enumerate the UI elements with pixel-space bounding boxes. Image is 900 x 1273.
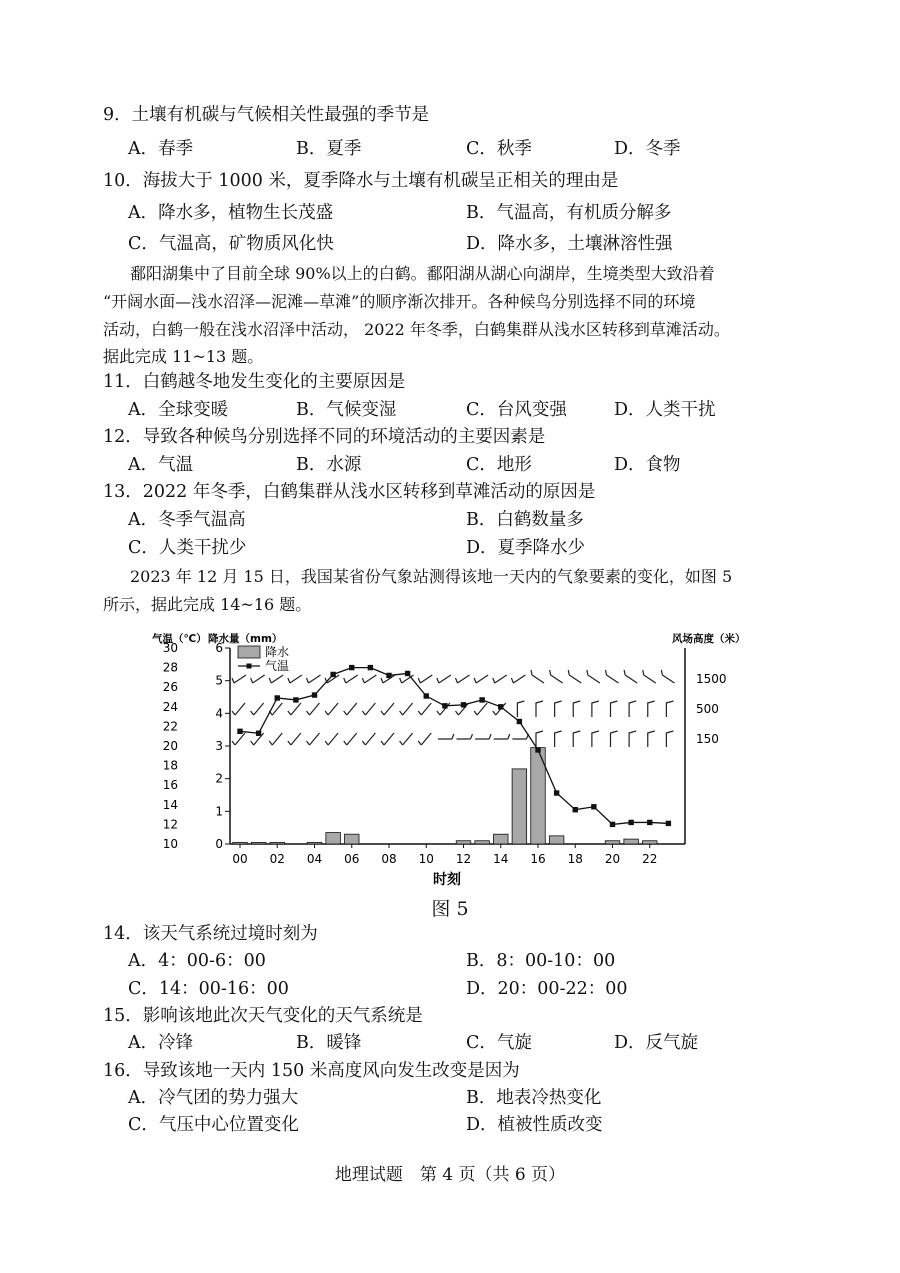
passage1-line-1: 鄱阳湖集中了目前全球 90%以上的白鹤。鄱阳湖从湖心向湖岸，生境类型大致沿着	[130, 264, 715, 283]
precip-bar	[233, 842, 248, 844]
temp-point	[275, 695, 280, 700]
q16-option-a: A．冷气团的势力强大	[128, 1088, 299, 1108]
temp-tick-label: 14	[162, 797, 178, 812]
figure-caption: 图 5	[431, 898, 469, 920]
q13-option-b: B．白鹤数量多	[466, 510, 584, 530]
passage2-line-2: 所示，据此完成 14~16 题。	[103, 595, 312, 614]
x-tick-label: 12	[455, 852, 472, 866]
q12-option-b: B．水源	[296, 455, 362, 475]
temp-point	[498, 704, 503, 709]
wind-barb	[381, 703, 394, 715]
precip-bar	[642, 841, 657, 844]
wind-barb	[362, 733, 375, 745]
wind-barb	[555, 701, 562, 717]
wind-barb	[550, 670, 563, 683]
precip-bar	[344, 834, 359, 844]
q11-option-d: D．人类干扰	[614, 400, 716, 420]
temp-point	[442, 703, 447, 708]
wind-barb	[611, 701, 618, 717]
wind-barb	[418, 733, 431, 745]
temp-point	[312, 692, 317, 697]
wind-barb	[536, 731, 543, 747]
wind-barb	[493, 675, 507, 683]
q15-option-c: C．气旋	[466, 1033, 532, 1053]
wind-barb	[307, 703, 320, 715]
q11-option-b: B．气候变湿	[296, 400, 397, 420]
wind-barb	[344, 733, 357, 745]
wind-barb	[606, 670, 619, 683]
q10-option-a: A．降水多，植物生长茂盛	[128, 203, 334, 223]
q10-option-c: C．气温高，矿物质风化快	[128, 234, 334, 254]
wind-barb	[592, 731, 599, 747]
q16-option-d: D．植被性质改变	[466, 1115, 603, 1135]
wind-barb	[400, 733, 413, 745]
temp-point	[405, 671, 410, 676]
wind-barb	[362, 703, 375, 715]
wind-barb	[251, 703, 264, 715]
wind-barb	[648, 701, 655, 717]
precip-bar	[605, 841, 620, 844]
temp-tick-label: 28	[162, 660, 178, 675]
wind-barb	[307, 675, 321, 683]
q9-option-d: D．冬季	[614, 139, 681, 159]
temp-point	[330, 672, 335, 677]
wind-barb	[587, 670, 600, 683]
temp-point	[610, 822, 615, 827]
temp-series-line	[240, 668, 668, 825]
q14-stem: 14．该天气系统过境时刻为	[103, 924, 318, 944]
wind-barb	[232, 733, 245, 745]
temp-tick-label: 22	[162, 719, 178, 734]
temp-tick-label: 12	[162, 817, 178, 832]
wind-barb	[666, 701, 673, 717]
precip-tick-label: 6	[215, 641, 223, 655]
x-axis-title: 时刻	[433, 872, 461, 888]
x-tick-label: 06	[344, 852, 360, 866]
q15-option-b: B．暖锋	[296, 1033, 362, 1053]
wind-barb	[511, 675, 525, 683]
temp-point	[573, 807, 578, 812]
wind-barb	[494, 734, 510, 739]
q12-option-c: C．地形	[466, 455, 532, 475]
precip-tick-label: 1	[215, 804, 223, 819]
wind-barb	[381, 733, 394, 745]
temp-point	[628, 820, 633, 825]
temp-point	[554, 790, 559, 795]
legend-precip-label: 降水	[265, 645, 290, 659]
precip-bar	[493, 834, 508, 844]
passage1-line-3: 活动，白鹤一般在浅水沼泽中活动， 2022 年冬季，白鹤集群从浅水区转移到草滩活动。	[103, 320, 730, 339]
precip-bar	[512, 769, 527, 844]
temp-tick-label: 24	[162, 699, 178, 714]
q15-option-a: A．冷锋	[128, 1033, 194, 1053]
temp-axis-title: 气温（℃）	[152, 633, 207, 645]
temp-point	[666, 821, 671, 826]
q14-option-d: D．20：00-22：00	[466, 979, 628, 999]
temp-point	[591, 804, 596, 809]
wind-barb	[269, 733, 282, 745]
x-tick-label: 00	[232, 852, 248, 866]
x-tick-label: 20	[604, 852, 621, 866]
temp-point	[368, 665, 373, 670]
wind-barb	[400, 703, 413, 715]
wind-barb	[536, 701, 543, 717]
q12-stem: 12．导致各种候鸟分别选择不同的环境活动的主要因素是	[103, 427, 546, 447]
temp-point	[479, 697, 484, 702]
wind-barb	[438, 734, 454, 739]
temp-point	[386, 673, 391, 678]
wind-barb	[362, 675, 376, 683]
x-tick-label: 16	[530, 852, 546, 866]
wind-barb	[517, 701, 524, 717]
q16-option-b: B．地表冷热变化	[466, 1088, 602, 1108]
temp-tick-label: 16	[162, 778, 178, 793]
x-tick-label: 04	[306, 852, 323, 866]
passage1-line-2: “开阔水面—浅水沼泽—泥滩—草滩”的顺序渐次排开。各种候鸟分别选择不同的环境	[103, 292, 696, 311]
precip-tick-label: 5	[215, 673, 223, 688]
precip-tick-label: 3	[215, 739, 223, 753]
wind-barb	[573, 731, 580, 747]
q13-option-c: C．人类干扰少	[128, 538, 247, 558]
q10-option-d: D．降水多，土壤淋溶性强	[466, 234, 673, 254]
wind-barb	[307, 733, 320, 745]
q13-option-a: A．冬季气温高	[128, 510, 246, 530]
wind-barb	[288, 675, 302, 683]
precip-axis-title: 降水量（mm）	[208, 633, 283, 645]
wind-barb	[344, 703, 357, 715]
wind-barb	[666, 731, 673, 747]
temp-tick-label: 26	[162, 680, 178, 695]
wind-barb	[661, 670, 674, 683]
wind-barb	[325, 733, 338, 745]
wind-barb	[437, 675, 451, 683]
wind-barb	[474, 703, 487, 715]
precip-bar	[307, 842, 322, 844]
wind-barb	[512, 734, 528, 739]
temp-point	[256, 731, 261, 736]
wind-barb	[531, 670, 544, 683]
wind-barb	[474, 675, 488, 683]
q14-option-c: C．14：00-16：00	[128, 979, 289, 999]
wind-barb	[555, 731, 562, 747]
temp-tick-label: 20	[162, 739, 178, 753]
x-tick-label: 22	[642, 852, 658, 866]
q10-option-b: B．气温高，有机质分解多	[466, 203, 672, 223]
wind-barb	[269, 675, 283, 683]
wind-barb	[251, 675, 265, 683]
wind-barb	[344, 675, 358, 683]
q9-stem: 9．土壤有机碳与气候相关性最强的季节是	[103, 105, 430, 125]
temp-point	[237, 729, 242, 734]
precip-bar	[456, 841, 471, 844]
q9-option-a: A．春季	[128, 139, 194, 159]
x-tick-label: 18	[567, 852, 583, 866]
wind-barb	[648, 731, 655, 747]
x-tick-label: 10	[418, 852, 434, 866]
temp-tick-label: 18	[162, 758, 178, 773]
q13-stem: 13．2022 年冬季，白鹤集群从浅水区转移到草滩活动的原因是	[103, 482, 596, 502]
temp-point	[293, 697, 298, 702]
wind-barb	[624, 670, 637, 683]
wind-barb	[418, 703, 431, 715]
q14-option-a: A．4：00-6：00	[128, 951, 266, 971]
precip-tick-label: 4	[215, 706, 223, 721]
wind-barb	[475, 734, 491, 739]
wind-barb	[325, 703, 338, 715]
q12-option-a: A．气温	[128, 455, 194, 475]
q16-stem: 16．导致该地一天内 150 米高度风向发生改变是因为	[103, 1061, 520, 1081]
passage1-line-4: 据此完成 11~13 题。	[103, 347, 264, 366]
temp-point	[424, 693, 429, 698]
q13-option-d: D．夏季降水少	[466, 538, 586, 558]
wind-height-label: 150	[696, 732, 719, 746]
q14-option-b: B．8：00-10：00	[466, 951, 616, 971]
q15-stem: 15．影响该地此次天气变化的天气系统是	[103, 1006, 423, 1026]
wind-barb	[568, 670, 581, 683]
x-tick-label: 08	[381, 852, 397, 866]
legend	[238, 644, 289, 673]
temp-point	[461, 702, 466, 707]
precip-bar	[624, 839, 639, 844]
legend-temp-label: 气温	[265, 659, 290, 673]
precip-bar	[326, 833, 341, 844]
temp-point	[647, 820, 652, 825]
temp-point	[349, 665, 354, 670]
x-tick-label: 14	[493, 852, 509, 866]
q9-option-b: B．夏季	[296, 139, 362, 159]
wind-barb	[629, 701, 636, 717]
precip-bar	[270, 842, 285, 844]
precip-bar	[251, 842, 266, 844]
legend-precip-swatch	[238, 646, 260, 658]
wind-barb	[592, 701, 599, 717]
temp-tick-label: 30	[162, 641, 178, 655]
precip-tick-label: 2	[215, 771, 223, 786]
wind-barb	[611, 731, 618, 747]
x-tick-label: 02	[269, 852, 285, 866]
wind-barb	[629, 731, 636, 747]
weather-chart	[150, 628, 750, 890]
q11-option-c: C．台风变强	[466, 400, 567, 420]
q11-stem: 11．白鹤越冬地发生变化的主要原因是	[103, 372, 406, 392]
passage2-line-1: 2023 年 12 月 15 日，我国某省份气象站测得该地一天内的气象要素的变化，如图 5	[130, 567, 733, 586]
wind-barb	[232, 675, 246, 683]
precip-bar	[475, 841, 490, 844]
temp-point	[535, 747, 540, 752]
legend-temp-marker	[247, 664, 252, 669]
q16-option-c: C．气压中心位置变化	[128, 1115, 299, 1135]
wind-barb	[288, 703, 301, 715]
wind-axis-title: 风场高度（米）	[672, 633, 746, 645]
wind-barb	[456, 675, 470, 683]
q15-option-d: D．反气旋	[614, 1033, 699, 1053]
q9-option-c: C．秋季	[466, 139, 532, 159]
wind-barb	[418, 675, 432, 683]
q10-stem: 10．海拔大于 1000 米，夏季降水与土壤有机碳呈正相关的理由是	[103, 171, 619, 191]
temp-point	[517, 719, 522, 724]
wind-barb	[457, 734, 473, 739]
wind-barb	[288, 733, 301, 745]
page-footer: 地理试题 第 4 页（共 6 页）	[334, 1165, 566, 1185]
precip-tick-label: 0	[215, 837, 223, 851]
wind-height-label: 500	[696, 702, 719, 716]
q12-option-d: D．食物	[614, 455, 681, 475]
wind-barb	[573, 701, 580, 717]
precip-bar	[549, 836, 564, 844]
wind-barb	[232, 703, 245, 715]
temp-tick-label: 10	[162, 837, 178, 851]
wind-barb	[643, 670, 656, 683]
wind-height-label: 1500	[696, 672, 727, 686]
q11-option-a: A．全球变暖	[128, 400, 229, 420]
